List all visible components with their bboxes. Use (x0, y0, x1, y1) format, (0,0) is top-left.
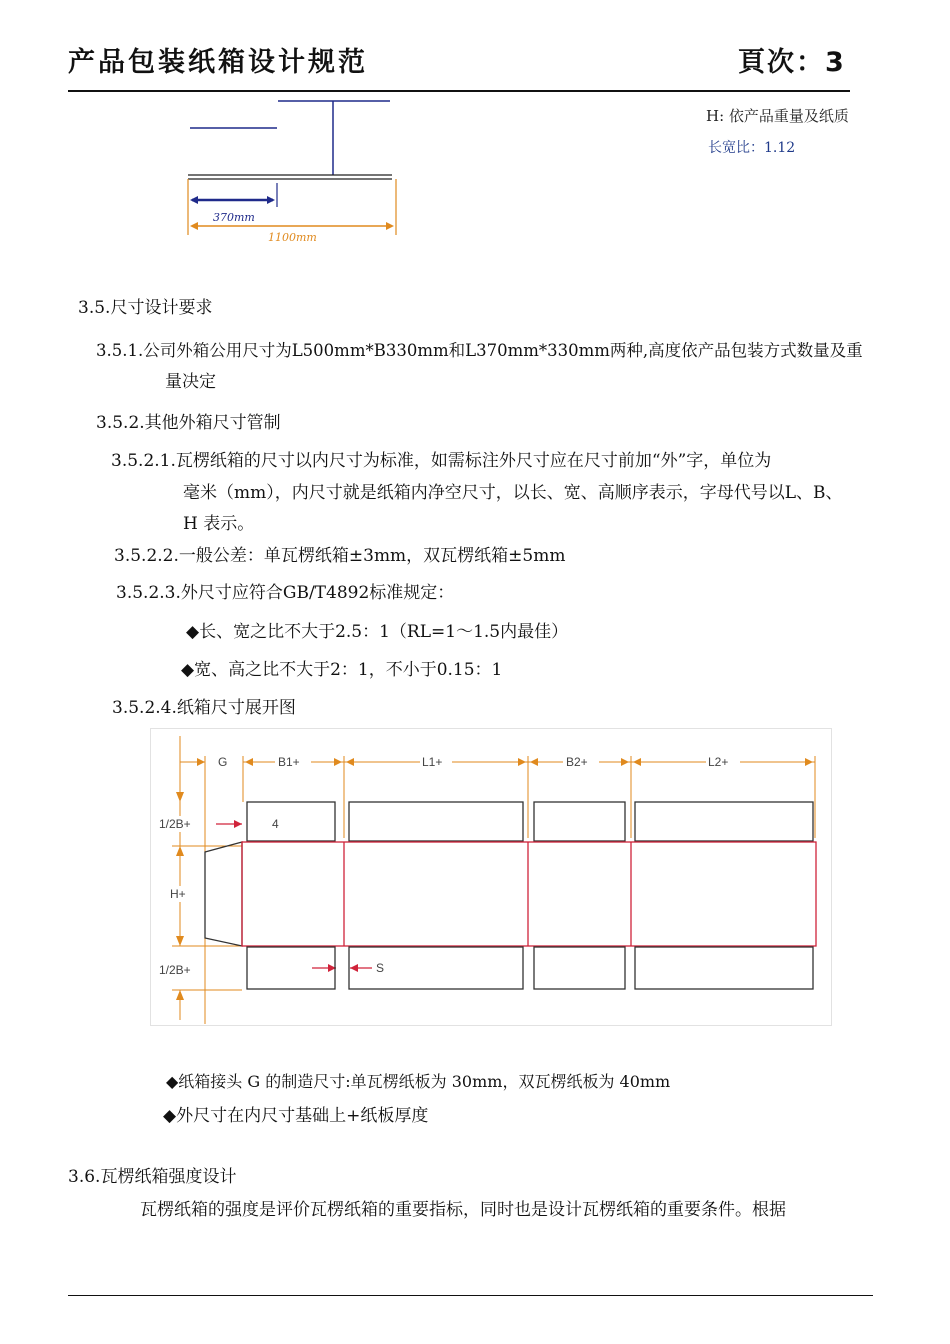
section-3-5-2-2: 3.5.2.2.一般公差：单瓦楞纸箱±3mm，双瓦楞纸箱±5mm (114, 546, 566, 566)
section-3-5-2-1-line3: H 表示。 (183, 514, 255, 534)
arrowhead (234, 820, 242, 828)
section-3-5-1-line2: 量决定 (165, 372, 216, 392)
ratio-bullet-width-height: ◆宽、高之比不大于2：1，不小于0.15：1 (181, 660, 503, 680)
section-3-6-heading: 3.6.瓦楞纸箱强度设计 (68, 1167, 237, 1187)
header-rule (68, 90, 850, 92)
arrowhead (267, 196, 275, 204)
body-outline (242, 842, 816, 946)
top-flap-b1 (247, 802, 335, 841)
label-4: 4 (272, 817, 279, 831)
outer-size-bullet: ◆外尺寸在内尺寸基础上+纸板厚度 (163, 1106, 429, 1126)
arrowhead (176, 936, 184, 946)
arrowhead (530, 758, 538, 766)
label-s: S (376, 961, 385, 975)
section-3-5-heading: 3.5.尺寸设计要求 (78, 298, 213, 318)
section-3-5-2-3: 3.5.2.3.外尺寸应符合GB/T4892标准规定： (116, 583, 455, 603)
arrowhead (245, 758, 253, 766)
bottom-flap-b2 (534, 947, 625, 989)
label-b2: B2+ (566, 755, 588, 769)
arrowhead (190, 222, 198, 230)
glue-flap (205, 842, 242, 946)
section-3-5-2-1-line2: 毫米（mm），内尺寸就是纸箱内净空尺寸，以长、宽、高顺序表示，字母代号以L、B、 (183, 483, 843, 503)
pallet-height-note: H: 依产品重量及纸质 (706, 107, 849, 125)
carton-unfold-diagram (150, 728, 830, 1024)
label-l2: L2+ (708, 755, 729, 769)
dim-370-label: 370mm (213, 211, 255, 224)
arrowhead (350, 964, 358, 972)
arrowhead (190, 196, 198, 204)
page-number: 頁次：3 (738, 47, 846, 78)
section-3-5-2-heading: 3.5.2.其他外箱尺寸管制 (96, 413, 281, 433)
section-3-5-2-4: 3.5.2.4.纸箱尺寸展开图 (112, 698, 296, 718)
arrowhead (346, 758, 354, 766)
label-b1: B1+ (278, 755, 300, 769)
joint-g-bullet: ◆纸箱接头 G 的制造尺寸:单瓦楞纸板为 30mm，双瓦楞纸板为 40mm (166, 1072, 671, 1091)
document-title: 产品包装纸箱设计规范 (68, 47, 368, 78)
dim-1100-label: 1100mm (268, 231, 317, 244)
arrowhead (621, 758, 629, 766)
pallet-figure (180, 95, 410, 250)
section-3-6-paragraph: 瓦楞纸箱的强度是评价瓦楞纸箱的重要指标，同时也是设计瓦楞纸箱的重要条件。根据 (140, 1200, 786, 1220)
arrowhead (176, 990, 184, 1000)
arrowhead (386, 222, 394, 230)
label-h: H+ (170, 887, 186, 901)
label-half-b-top: 1/2B+ (159, 817, 191, 831)
top-flap-l2 (635, 802, 813, 841)
aspect-ratio-note: 长宽比：1.12 (708, 140, 796, 156)
footer-rule (68, 1295, 873, 1296)
top-flap-b2 (534, 802, 625, 841)
arrowhead (176, 792, 184, 802)
bottom-flap-l2 (635, 947, 813, 989)
arrowhead (334, 758, 342, 766)
section-3-5-2-1-line1: 3.5.2.1.瓦楞纸箱的尺寸以内尺寸为标准，如需标注外尺寸应在尺寸前加“外”字，单位为 (111, 451, 772, 471)
top-flap-l1 (349, 802, 523, 841)
label-g: G (218, 755, 228, 769)
arrowhead (633, 758, 641, 766)
arrowhead (176, 846, 184, 856)
ratio-bullet-length-width: ◆长、宽之比不大于2.5：1（RL=1～1.5内最佳） (186, 622, 569, 642)
arrowhead (197, 758, 205, 766)
section-3-5-1-line1: 3.5.1.公司外箱公用尺寸为L500mm*B330mm和L370mm*330mm两种,高度依产品包装方式数量及重 (96, 341, 863, 360)
label-l1: L1+ (422, 755, 443, 769)
arrowhead (805, 758, 813, 766)
arrowhead (518, 758, 526, 766)
label-half-b-bottom: 1/2B+ (159, 963, 191, 977)
